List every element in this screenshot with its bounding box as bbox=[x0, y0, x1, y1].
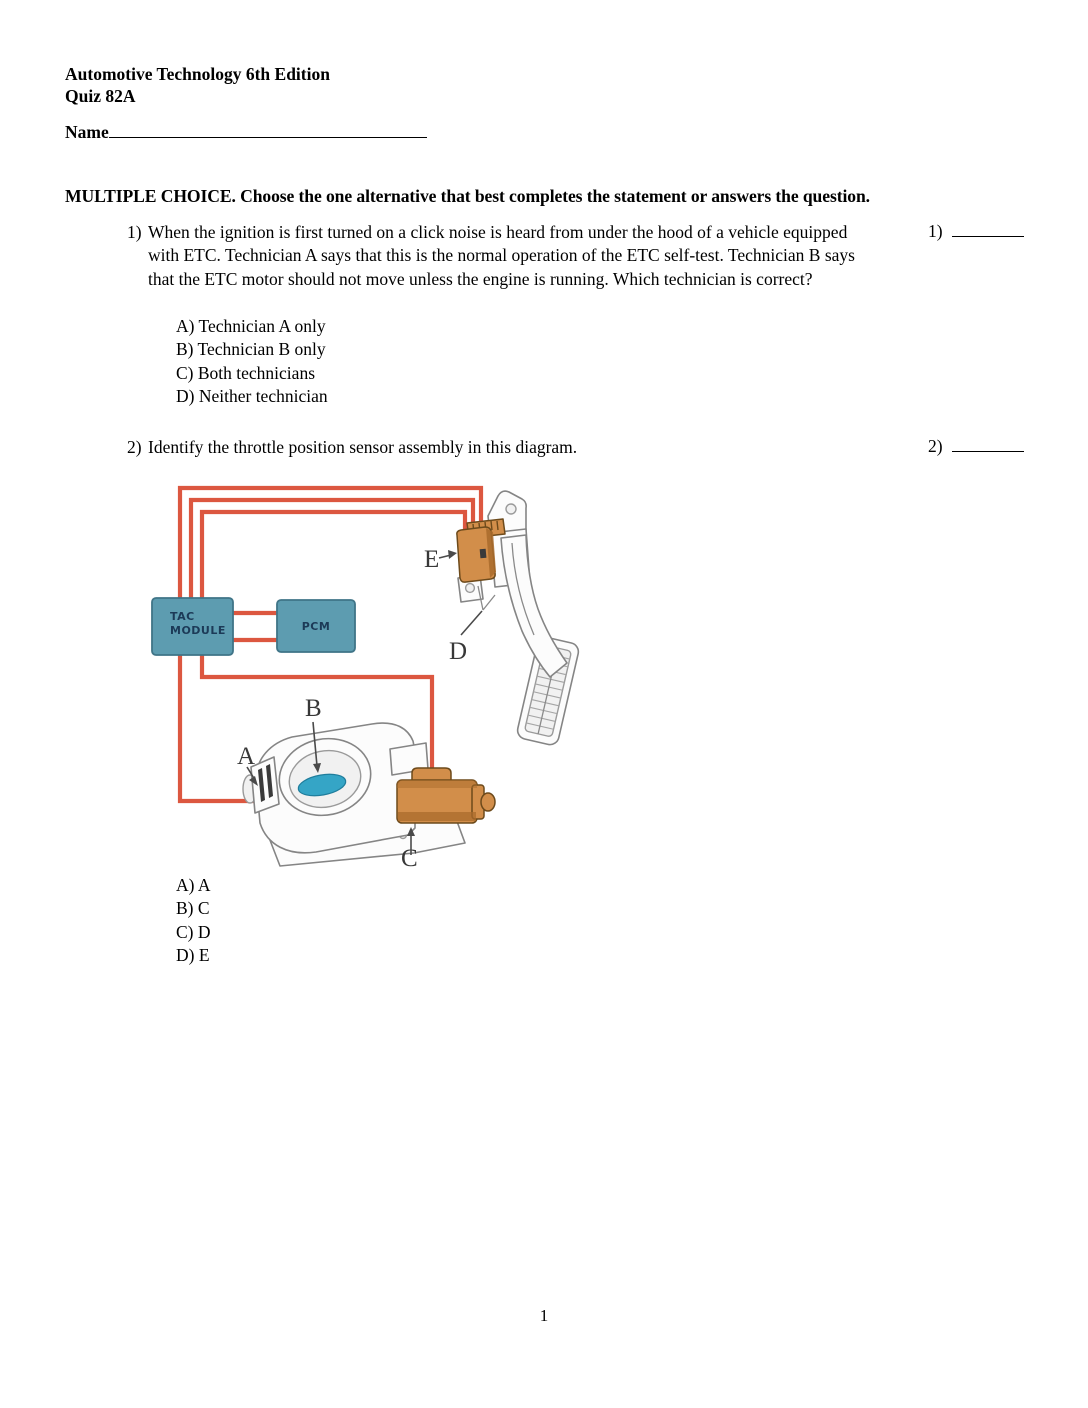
option: C) D bbox=[176, 921, 211, 942]
document-title: Automotive Technology 6th Edition bbox=[65, 64, 330, 84]
question-2-answer-number: 2) bbox=[928, 436, 943, 456]
page-number: 1 bbox=[539, 1306, 549, 1325]
question-2-number: 2) bbox=[127, 437, 142, 457]
question-2-options bbox=[176, 874, 211, 967]
question-1-text: When the ignition is first turned on a click noise is heard from under the hood of a vehicle equipped with ETC. Technician A says that this is the normal operation of the ETC self-test. Technician B says that the ETC motor should not move unless the engine is running. Which technician is correct? bbox=[148, 222, 855, 289]
pcm-label: PCM bbox=[301, 620, 331, 633]
name-blank-line bbox=[109, 122, 427, 138]
callout-e-label: E bbox=[424, 546, 440, 573]
name-label: Name bbox=[65, 122, 109, 142]
tac-module-label-line2: MODULE bbox=[170, 624, 226, 637]
option: A) A bbox=[176, 875, 211, 895]
section-instructions: MULTIPLE CHOICE. Choose the one alternative that best completes the statement or answers the question. bbox=[65, 186, 870, 206]
question-1-number: 1) bbox=[127, 222, 142, 242]
question-2-answer-blank bbox=[952, 436, 1024, 452]
throttle-motor bbox=[397, 768, 495, 823]
motor-nub bbox=[481, 793, 495, 811]
callout-c-label: C bbox=[401, 845, 418, 872]
callout-d-pointer bbox=[461, 611, 482, 635]
question-2 bbox=[127, 436, 907, 459]
tab-hole bbox=[466, 584, 475, 593]
pcm-box bbox=[277, 600, 355, 652]
quiz-number: Quiz 82A bbox=[65, 86, 136, 106]
bracket-hole bbox=[506, 504, 516, 514]
option: B) C bbox=[176, 898, 210, 919]
question-1 bbox=[127, 221, 857, 291]
name-row bbox=[65, 122, 427, 143]
wire-tac-to-pedal-1 bbox=[180, 488, 481, 598]
option: D) E bbox=[176, 944, 210, 965]
question-1-answer-number: 1) bbox=[928, 221, 943, 241]
question-1-answer-blank bbox=[952, 221, 1024, 237]
question-1-options bbox=[176, 315, 328, 408]
throttle-connector bbox=[251, 757, 279, 813]
page-header bbox=[65, 63, 330, 107]
callout-a-label: A bbox=[237, 743, 256, 770]
option: B) Technician B only bbox=[176, 339, 326, 360]
motor-hump bbox=[412, 768, 451, 781]
option: C) Both technicians bbox=[176, 362, 316, 383]
callout-d-label: D bbox=[449, 638, 468, 665]
pedal-arm bbox=[501, 535, 567, 677]
question-2-answer-slot bbox=[928, 436, 1024, 457]
tac-module-label-line1: TAC bbox=[170, 610, 195, 623]
question-1-answer-slot bbox=[928, 221, 1024, 242]
question-2-text: Identify the throttle position sensor assembly in this diagram. bbox=[148, 437, 578, 457]
etc-system-diagram bbox=[150, 483, 600, 873]
option: A) Technician A only bbox=[176, 316, 326, 336]
tac-module-box bbox=[152, 598, 233, 655]
option: D) Neither technician bbox=[176, 385, 328, 406]
callout-b-label: B bbox=[305, 695, 322, 722]
